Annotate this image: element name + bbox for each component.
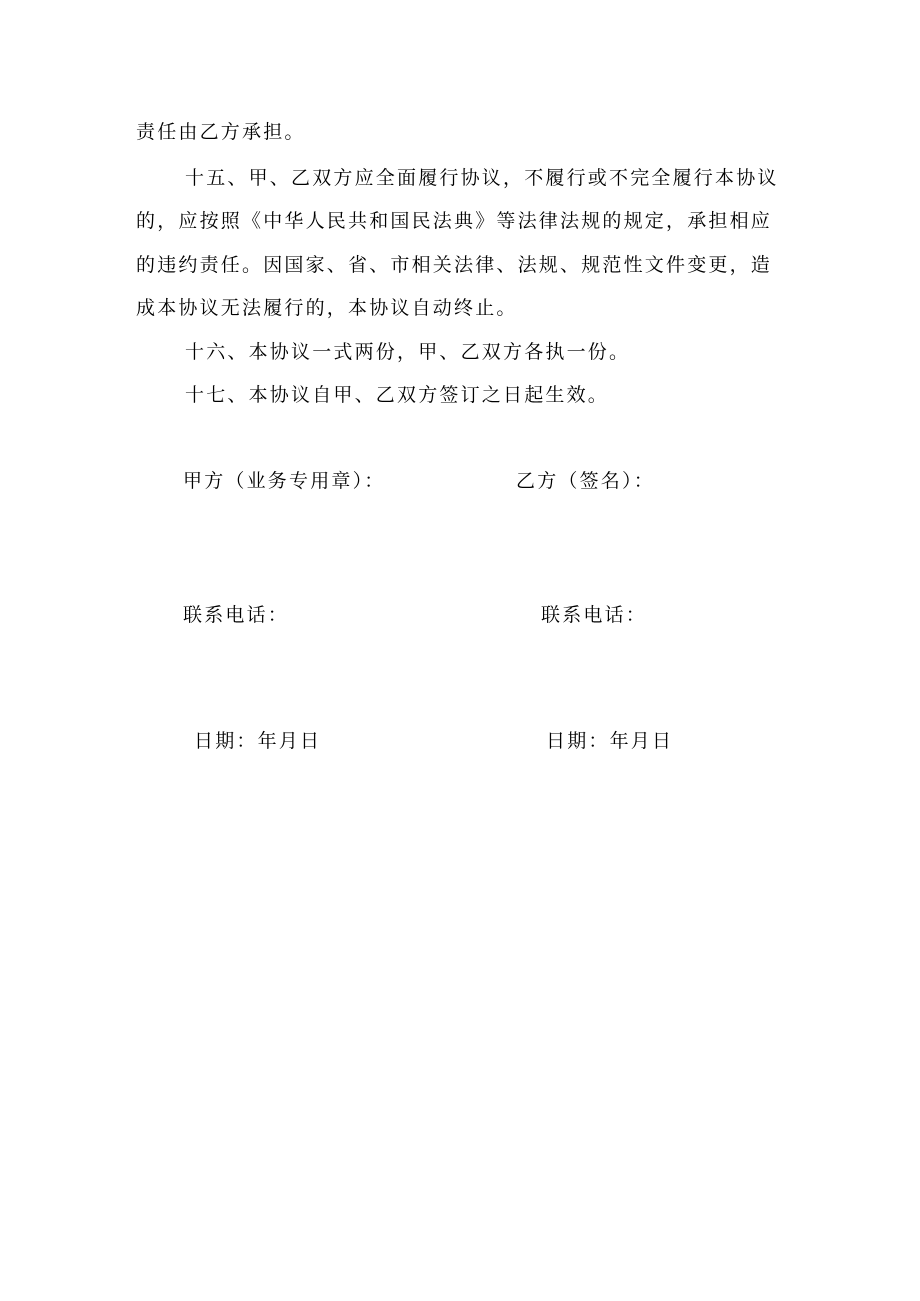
party-b-label: 乙方（签名）： bbox=[516, 470, 655, 492]
clause-15-line-4: 成本协议无法履行的，本协议自动终止。 bbox=[136, 297, 518, 319]
party-b-phone-label: 联系电话： bbox=[541, 604, 648, 626]
clause-17: 十七、本协议自甲、乙双方签订之日起生效。 bbox=[185, 384, 610, 406]
party-a-date-label: 日期：年月日 bbox=[194, 730, 322, 752]
clause-15-line-1: 十五、甲、乙双方应全面履行协议，不履行或不完全履行本协议 bbox=[185, 167, 779, 189]
clause-15-line-2: 的，应按照《中华人民共和国民法典》等法律法规的规定，承担相应 bbox=[136, 210, 773, 232]
clause-15-line-3: 的违约责任。因国家、省、市相关法律、法规、规范性文件变更，造 bbox=[136, 254, 773, 276]
paragraph-14-tail: 责任由乙方承担。 bbox=[136, 121, 306, 143]
party-a-phone-label: 联系电话： bbox=[183, 604, 290, 626]
clause-16: 十六、本协议一式两份，甲、乙双方各执一份。 bbox=[185, 341, 631, 363]
party-b-date-label: 日期：年月日 bbox=[546, 730, 674, 752]
party-a-label: 甲方（业务专用章）： bbox=[183, 470, 386, 492]
